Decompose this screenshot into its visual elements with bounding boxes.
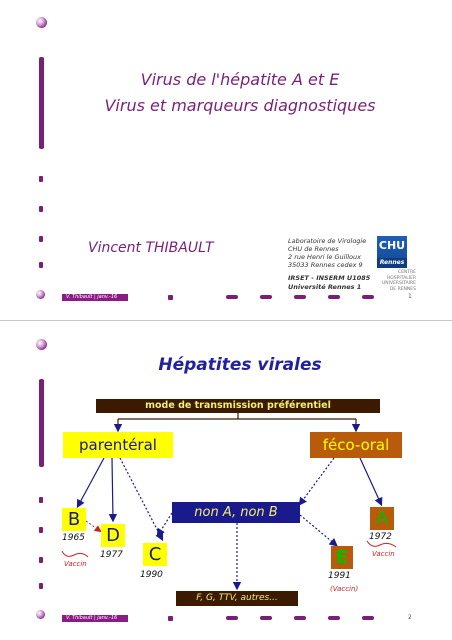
footer-marker	[168, 295, 173, 300]
footer-marker	[260, 295, 272, 299]
decorative-dot	[39, 236, 43, 242]
virus-b-vaccine: Vaccin	[64, 560, 87, 568]
decorative-bar	[39, 57, 44, 149]
chu-logo-sub: Rennes	[377, 258, 407, 268]
footer-marker	[168, 616, 173, 621]
decorative-dot	[39, 176, 43, 182]
footer-marker	[226, 616, 238, 620]
slide-title: Hépatites virales	[158, 355, 322, 375]
footer-marker	[328, 616, 340, 620]
virus-b-box: B	[62, 508, 86, 531]
footer-marker	[362, 295, 374, 299]
address-line: Laboratoire de Virologie	[288, 237, 367, 245]
non-a-non-b-box: non A, non B	[172, 502, 300, 523]
chu-logo-caption	[368, 270, 416, 292]
chu-logo	[377, 236, 407, 268]
address-line: 35033 Rennes cedex 9	[288, 261, 363, 269]
caption-line: HOSPITALIER	[386, 275, 416, 281]
footer-marker	[328, 295, 340, 299]
virus-a-box: A	[370, 507, 394, 530]
caption-line: UNIVERSITAIRE	[382, 281, 416, 286]
footer-marker	[362, 616, 374, 620]
virus-b-year: 1965	[62, 533, 85, 543]
affiliation-line: IRSET - INSERM U1085	[288, 274, 371, 282]
footer-marker	[260, 616, 272, 620]
footer-marker	[294, 295, 306, 299]
decorative-dot	[39, 206, 43, 212]
virus-a-year: 1972	[369, 532, 392, 542]
virus-c-box: C	[143, 543, 167, 566]
slide-title-line1: Virus de l'hépatite A et E	[140, 70, 340, 89]
virus-d-box: D	[101, 524, 125, 547]
address-line: 2 rue Henri le Guilloux	[288, 253, 361, 261]
virus-e-year: 1991	[328, 571, 351, 581]
footer-label: V. Thibault | janv.-16	[62, 294, 128, 301]
feco-oral-box: féco-oral	[310, 432, 402, 458]
parenteral-box: parentéral	[63, 432, 173, 458]
bullet-icon	[36, 17, 47, 28]
page-number: 1	[408, 293, 412, 300]
author-name: Vincent THIBAULT	[88, 240, 214, 256]
footer-marker	[294, 616, 306, 620]
virus-d-year: 1977	[100, 550, 123, 560]
caption-line: CENTRE	[397, 270, 416, 275]
bullet-icon	[36, 290, 45, 299]
virus-e-vaccine: (Vaccin)	[330, 585, 359, 593]
slide-2	[0, 320, 452, 640]
slide-title-line2: Virus et marqueurs diagnostiques	[104, 96, 376, 115]
other-viruses-box: F, G, TTV, autres...	[176, 591, 298, 606]
caption-line: DE RENNES	[389, 286, 416, 292]
footer-marker	[226, 295, 238, 299]
affiliation-line: Université Rennes 1	[288, 283, 362, 291]
virus-c-year: 1990	[140, 570, 163, 580]
chu-logo-text: CHU	[378, 239, 406, 252]
address-line: CHU de Rennes	[288, 245, 339, 253]
virus-e-box: E	[331, 546, 353, 569]
footer-label: V. Thibault | janv.-16	[62, 615, 128, 622]
page-number: 2	[408, 614, 412, 621]
transmission-mode-box: mode de transmission préférentiel	[96, 399, 380, 413]
virus-a-vaccine: Vaccin	[372, 550, 395, 558]
decorative-dot	[39, 262, 43, 268]
